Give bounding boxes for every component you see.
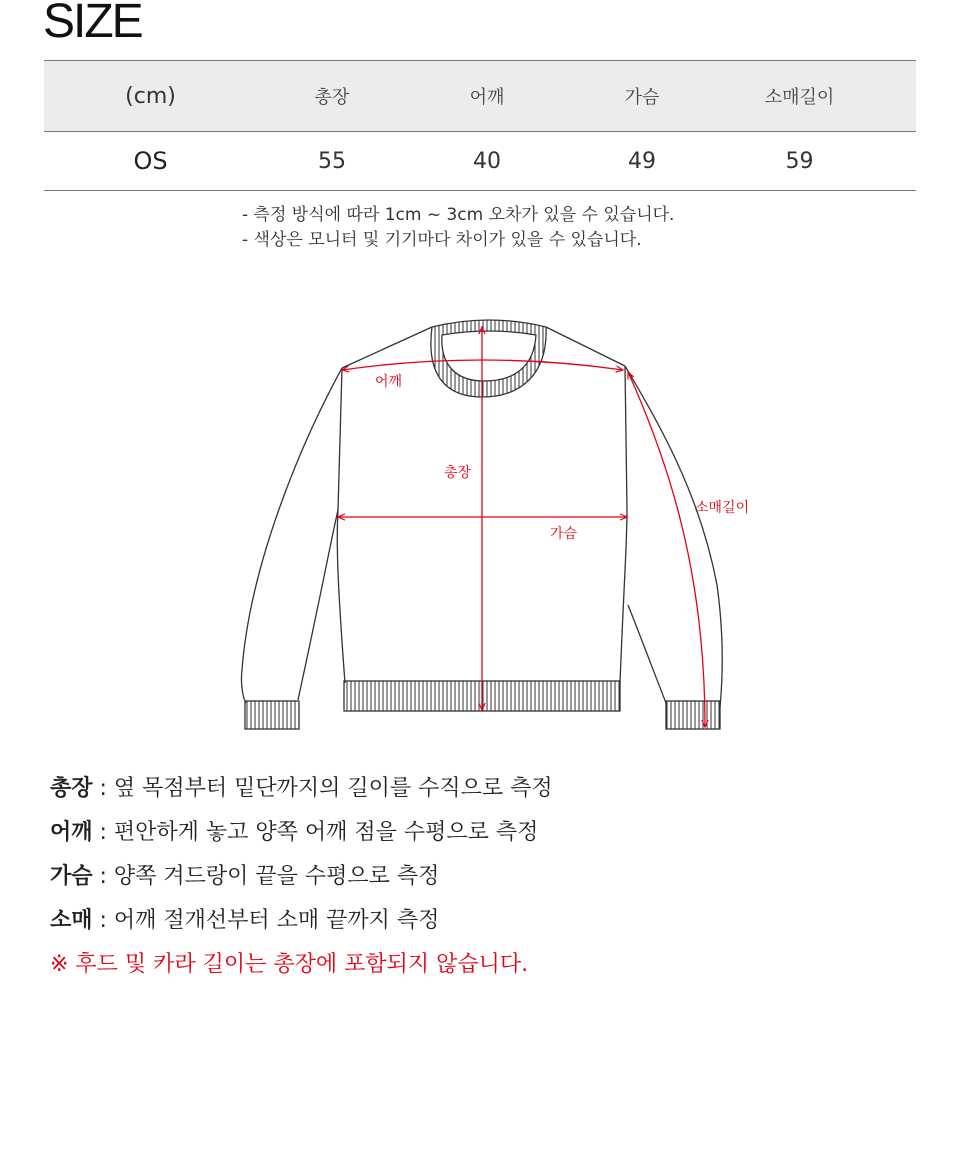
sweater-diagram — [230, 315, 770, 740]
desc-term: 가슴 — [50, 864, 93, 889]
desc-chest — [50, 858, 553, 902]
value-chest: 49 — [628, 148, 656, 174]
value-shoulder: 40 — [473, 148, 501, 174]
measurement-notes — [242, 203, 674, 253]
desc-shoulder — [50, 814, 553, 858]
table-header-row — [44, 60, 916, 132]
desc-text: : 어깨 절개선부터 소매 끝까지 측정 — [92, 908, 440, 933]
header-length: 총장 — [314, 87, 350, 108]
size-label: OS — [133, 147, 168, 175]
shoulder-label: 어깨 — [375, 374, 403, 390]
sleeve-measure-line — [628, 372, 705, 727]
desc-sleeve — [50, 902, 553, 946]
header-sleeve: 소매길이 — [764, 87, 835, 108]
desc-term: 어깨 — [50, 820, 93, 845]
collar — [431, 320, 546, 397]
value-length: 55 — [318, 148, 346, 174]
header-shoulder: 어깨 — [469, 87, 505, 108]
page-title: SIZE — [43, 0, 142, 48]
value-sleeve: 59 — [785, 148, 814, 174]
size-table — [44, 60, 916, 191]
sleeve-label: 소매길이 — [695, 500, 750, 516]
header-unit: (cm) — [125, 83, 176, 109]
desc-term: 소매 — [50, 908, 93, 933]
header-chest: 가슴 — [624, 87, 660, 108]
note-tolerance: - 측정 방식에 따라 1cm ~ 3cm 오차가 있을 수 있습니다. — [242, 205, 675, 225]
desc-text: : 옆 목점부터 밑단까지의 길이를 수직으로 측정 — [92, 776, 553, 801]
desc-text: : 편안하게 놓고 양쪽 어깨 점을 수평으로 측정 — [92, 820, 539, 845]
table-row — [44, 132, 916, 191]
length-label: 총장 — [444, 465, 472, 481]
chest-label: 가슴 — [550, 526, 578, 542]
desc-term: 총장 — [50, 776, 93, 801]
desc-text: : 양쪽 겨드랑이 끝을 수평으로 측정 — [92, 864, 440, 889]
measurement-descriptions — [50, 770, 553, 990]
warning-note: ※ 후드 및 카라 길이는 총장에 포함되지 않습니다. — [50, 952, 529, 977]
note-color: - 색상은 모니터 및 기기마다 차이가 있을 수 있습니다. — [242, 230, 642, 250]
desc-length — [50, 770, 553, 814]
